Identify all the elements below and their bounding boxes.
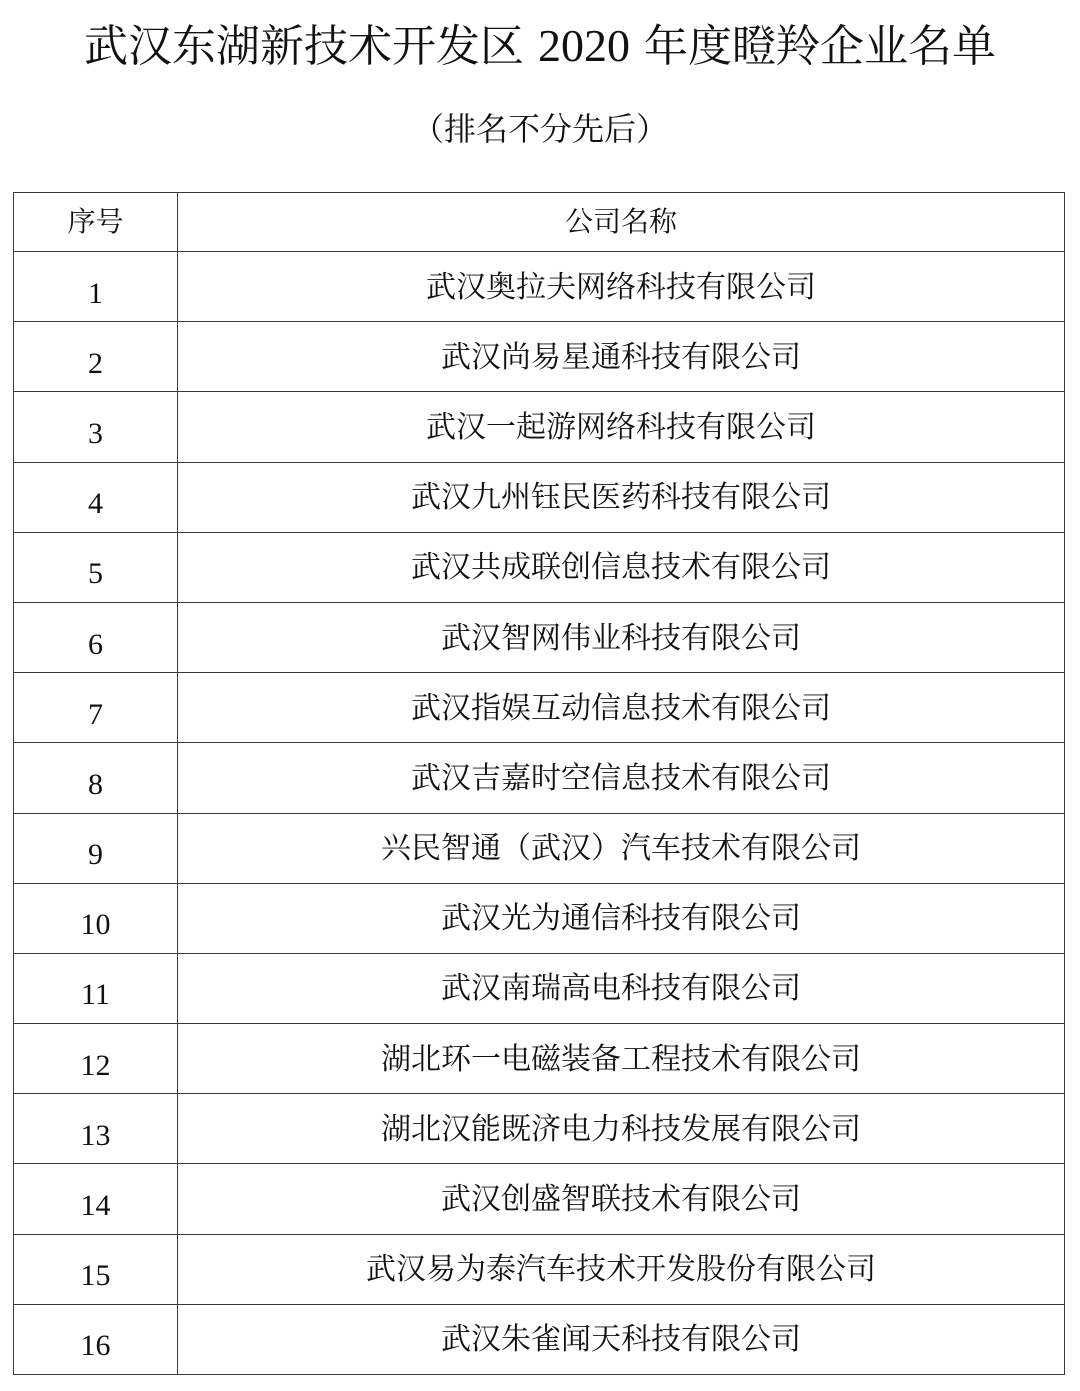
table-row [14,392,1065,462]
row-index: 1 [14,252,178,322]
company-name: 兴民智通（武汉）汽车技术有限公司 [178,813,1065,883]
table-row [14,883,1065,953]
row-index: 9 [14,813,178,883]
table-row [14,462,1065,532]
company-name: 武汉一起游网络科技有限公司 [178,392,1065,462]
page-title [0,14,1080,79]
company-name: 武汉吉嘉时空信息技术有限公司 [178,743,1065,813]
page-subtitle: （排名不分先后） [411,110,668,148]
header-index: 序号 [14,193,178,252]
row-index: 14 [14,1164,178,1234]
table-row [14,532,1065,602]
table-row [14,322,1065,392]
table-row [14,1304,1065,1374]
table-header-row [14,193,1065,252]
title-suffix: 年度瞪羚企业名单 [644,21,996,72]
table-row [14,813,1065,883]
row-index: 15 [14,1234,178,1304]
table-row [14,673,1065,743]
table-row [14,953,1065,1023]
company-name: 湖北汉能既济电力科技发展有限公司 [178,1094,1065,1164]
title-prefix: 武汉东湖新技术开发区 [84,21,524,72]
row-index: 16 [14,1304,178,1374]
company-name: 武汉指娱互动信息技术有限公司 [178,673,1065,743]
company-name: 武汉智网伟业科技有限公司 [178,602,1065,672]
header-company-name: 公司名称 [178,193,1065,252]
row-index: 2 [14,322,178,392]
row-index: 6 [14,602,178,672]
company-name: 湖北环一电磁装备工程技术有限公司 [178,1024,1065,1094]
row-index: 13 [14,1094,178,1164]
company-name: 武汉共成联创信息技术有限公司 [178,532,1065,602]
table-row [14,252,1065,322]
company-name: 武汉朱雀闻天科技有限公司 [178,1304,1065,1374]
row-index: 5 [14,532,178,602]
row-index: 12 [14,1024,178,1094]
row-index: 8 [14,743,178,813]
company-name: 武汉南瑞高电科技有限公司 [178,953,1065,1023]
table-row [14,743,1065,813]
company-name: 武汉奥拉夫网络科技有限公司 [178,252,1065,322]
company-name: 武汉尚易星通科技有限公司 [178,322,1065,392]
row-index: 10 [14,883,178,953]
company-name: 武汉创盛智联技术有限公司 [178,1164,1065,1234]
table-row [14,1094,1065,1164]
table-row [14,602,1065,672]
row-index: 4 [14,462,178,532]
title-year: 2020 [538,20,630,71]
row-index: 7 [14,673,178,743]
table-row [14,1234,1065,1304]
company-name: 武汉九州钰民医药科技有限公司 [178,462,1065,532]
company-name: 武汉易为泰汽车技术开发股份有限公司 [178,1234,1065,1304]
row-index: 11 [14,953,178,1023]
table-row [14,1024,1065,1094]
company-name: 武汉光为通信科技有限公司 [178,883,1065,953]
row-index: 3 [14,392,178,462]
company-list-table [13,192,1065,1375]
table-row [14,1164,1065,1234]
